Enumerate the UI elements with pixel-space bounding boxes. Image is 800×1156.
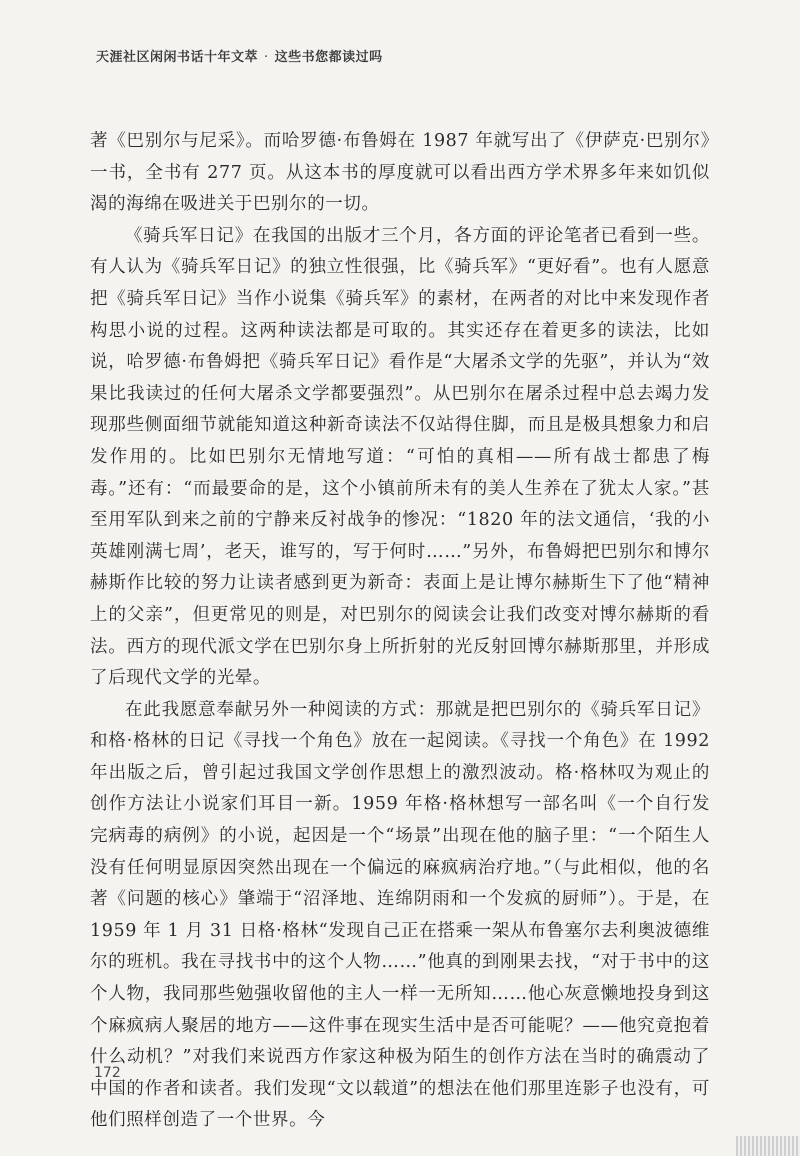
paragraph: 在此我愿意奉献另外一种阅读的方式：那就是把巴别尔的《骑兵军日记》和格·格林的日记《寻找一个角色》放在一起阅读。《寻找一个角色》在 1992 年出版之后，曾引起过我国文学创作思想上的激烈波动。格·格林叹为观止的创作方法让小说家们耳目一新。1959 年格·格林想写一部名叫《一个自行发完病毒的病例》的小说，起因是一个“场景”出现在他的脑子里：“一个陌生人没有任何明显原因突然出现在一个偏远的麻疯病治疗地。”（与此相似，他的名著《问题的核心》肇端于“沼泽地、连绵阴雨和一个发疯的厨师”）。于是，在 1959 年 1 月 31 日格·格林“发现自己正在搭乘一架从布鲁塞尔去利奥波德维尔的班机。我在寻找书中的这个人物……”他真的到刚果去找，“对于书中的这个人物，我同那些勉强收留他的主人一样一无所知……他心灰意懒地投身到这个麻疯病人聚居的地方——这件事在现实生活中是否可能呢？——他究竟抱着什么动机？”对我们来说西方作家这种极为陌生的创作方法在当时的确震动了中国的作者和读者。我们发现“文以载道”的想法在他们那里连影子也没有，可他们照样创造了一个世界。今 [90, 699, 710, 1131]
paragraph-continued: 著《巴别尔与尼采》。而哈罗德·布鲁姆在 1987 年就写出了《伊萨克·巴别尔》一书，全书有 277 页。从这本书的厚度就可以看出西方学术界多年来如饥似渴的海绵在吸进关于巴别尔的一切。 [90, 131, 710, 215]
scan-bleed-mark [736, 1136, 800, 1156]
page-number: 172 [94, 1065, 121, 1081]
body-text [90, 126, 710, 1137]
book-title: 天涯社区闲闲书话十年文萃 [96, 50, 259, 65]
header-separator: · [264, 50, 269, 65]
paragraph: 《骑兵军日记》在我国的出版才三个月，各方面的评论笔者已看到一些。有人认为《骑兵军日记》的独立性很强，比《骑兵军》“更好看”。也有人愿意把《骑兵军日记》当作小说集《骑兵军》的素材，在两者的对比中来发现作者构思小说的过程。这两种读法都是可取的。其实还存在着更多的读法，比如说，哈罗德·布鲁姆把《骑兵军日记》看作是“大屠杀文学的先驱”，并认为“效果比我读过的任何大屠杀文学都要强烈”。从巴别尔在屠杀过程中总去竭力发现那些侧面细节就能知道这种新奇读法不仅站得住脚，而且是极具想象力和启发作用的。比如巴别尔无情地写道：“可怕的真相——所有战士都患了梅毒。”还有：“而最要命的是，这个小镇前所未有的美人生养在了犹太人家。”甚至用军队到来之前的宁静来反衬战争的惨况：“1820 年的法文通信，‘我的小英雄刚满七周’，老天，谁写的，写于何时……”另外，布鲁姆把巴别尔和博尔赫斯作比较的努力让读者感到更为新奇：表面上是让博尔赫斯生下了他“精神上的父亲”，但更常见的则是，对巴别尔的阅读会让我们改变对博尔赫斯的看法。西方的现代派文学在巴别尔身上所折射的光反射回博尔赫斯那里，并形成了后现代文学的光晕。 [90, 225, 710, 689]
section-title: 这些书您都读过吗 [274, 50, 383, 65]
running-header [96, 46, 383, 65]
